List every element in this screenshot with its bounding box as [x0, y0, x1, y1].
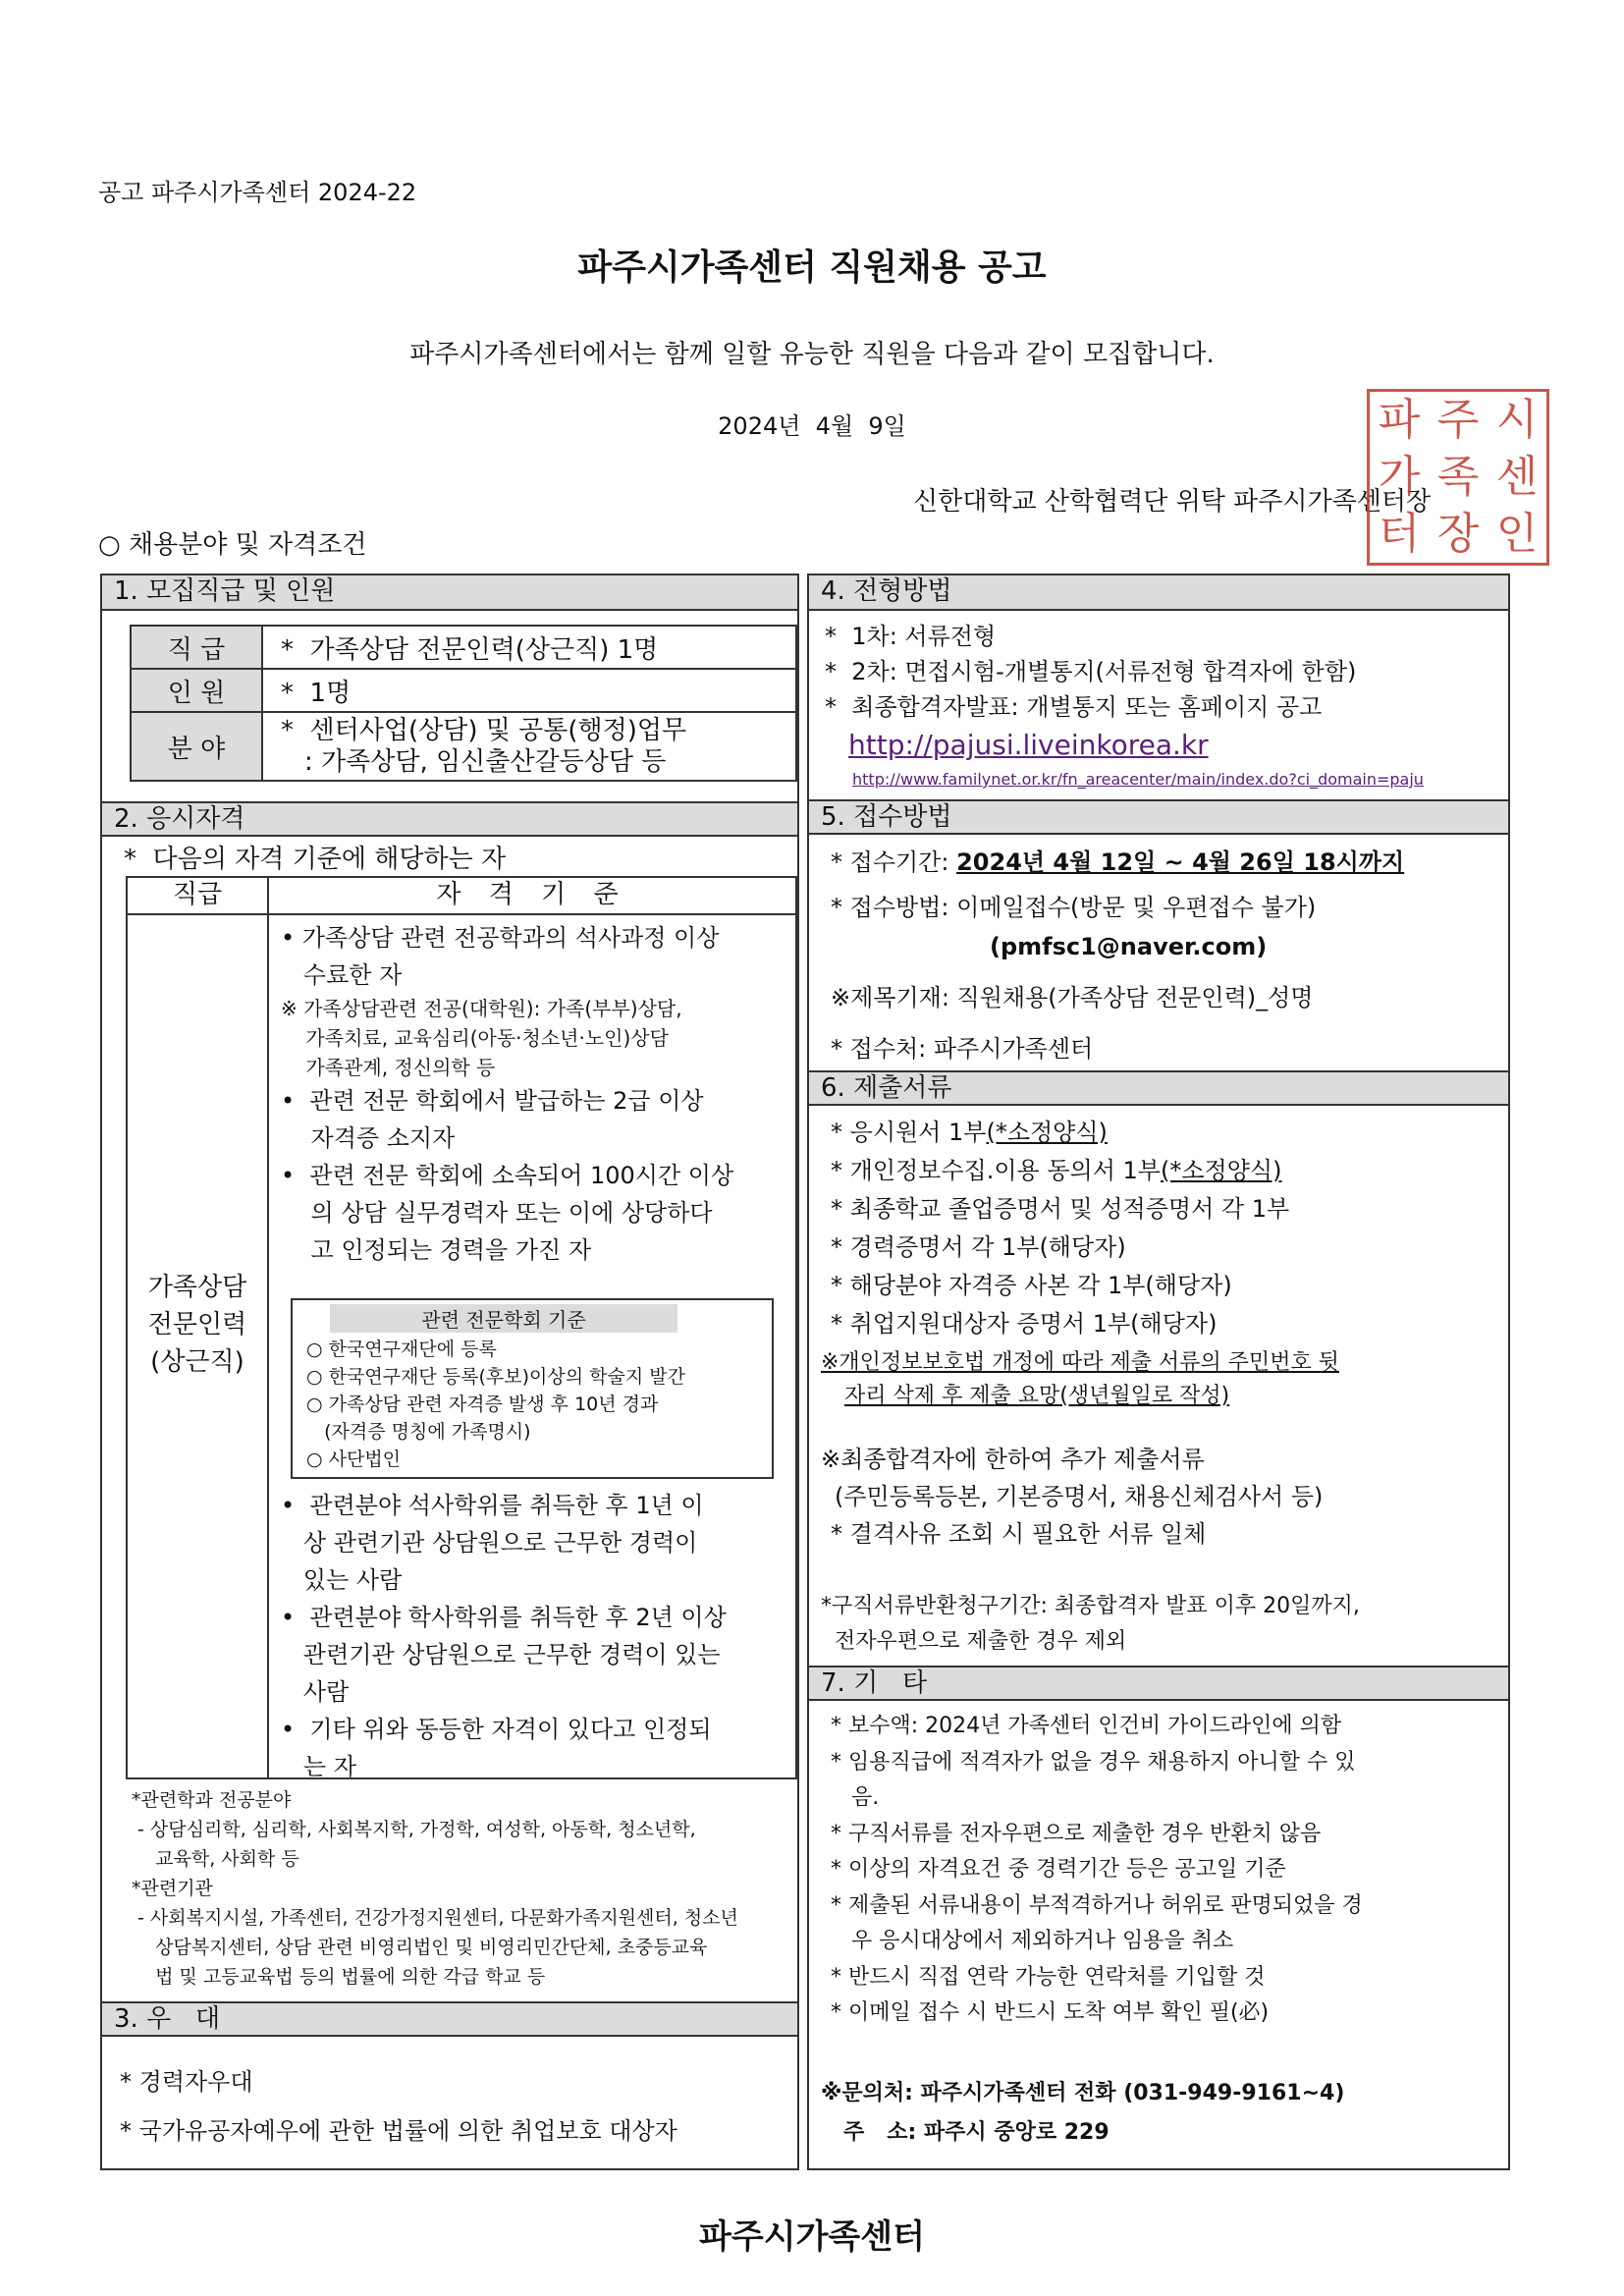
section-5-header: 5. 접수방법: [809, 799, 1508, 835]
documents-list: [831, 1114, 1289, 1343]
criteria-line: 있는 사람: [281, 1566, 403, 1594]
preference-item: * 국가유공자예우에 관한 법률에 의한 취업보호 대상자: [120, 2117, 677, 2145]
privacy-note: ※개인정보보호법 개정에 따라 제출 서류의 주민번호 뒷: [821, 1350, 1339, 1375]
headcount-value: * 1명: [262, 669, 796, 712]
note-line: 상담복지센터, 상담 관련 비영리법인 및 비영리민간단체, 초중등교육: [132, 1937, 708, 1958]
criteria-line: 상 관련기관 상담원으로 근무한 경력이: [281, 1529, 698, 1557]
criteria-line: • 관련분야 석사학위를 취득한 후 1년 이: [281, 1492, 704, 1519]
selection-list: [825, 619, 1356, 725]
col-criteria-header-text: 자 격 기 준: [436, 880, 628, 909]
job-title-line: 가족상담: [147, 1273, 247, 1302]
society-criteria-item: ○ 가족상담 관련 자격증 발생 후 10년 경과: [306, 1394, 659, 1415]
criteria-line: 의 상담 실무경력자 또는 이에 상당하다: [281, 1199, 713, 1227]
section-1-header: 1. 모집직급 및 인원: [102, 575, 797, 611]
document-item: [831, 1114, 1289, 1152]
criteria-line: 관련기관 상담원으로 근무한 경력이 있는: [281, 1641, 721, 1668]
col-criteria-header: [269, 878, 795, 915]
document-item-text: * 해당분야 자격증 사본 각 1부(해당자): [831, 1272, 1232, 1299]
application-place: * 접수처: 파주시가족센터: [831, 1035, 1094, 1063]
final-docs-note: ※최종합격자에 한하여 추가 제출서류: [821, 1446, 1205, 1473]
selection-item: * 최종합격자발표: 개별통지 또는 홈페이지 공고: [825, 693, 1323, 721]
right-column: [807, 574, 1510, 2170]
etc-item: * 이상의 자격요건 중 경력기간 등은 공고일 기준: [831, 1857, 1286, 1882]
stamp-char: 시: [1495, 395, 1539, 445]
etc-item: * 임용직급에 적격자가 없을 경우 채용하지 아니할 수 있: [831, 1749, 1356, 1775]
section-heading: ○ 채용분야 및 자격조건: [98, 530, 367, 560]
address-info: 주 소: 파주시 중앙로 229: [821, 2120, 1110, 2145]
contact-info: ※문의처: 파주시가족센터 전화 (031-949-9161~4): [821, 2081, 1345, 2105]
application-method: * 접수방법: 이메일접수(방문 및 우편접수 불가): [831, 894, 1317, 921]
section-7-header: 7. 기 타: [809, 1666, 1508, 1701]
document-item-note: (*소정양식): [986, 1119, 1108, 1146]
document-item: [831, 1267, 1289, 1305]
position-table: [130, 625, 797, 782]
stamp-char: 터: [1378, 509, 1421, 559]
official-seal-stamp: [1367, 389, 1549, 566]
criteria-line: 가족관계, 정신의학 등: [281, 1056, 496, 1079]
application-email[interactable]: (pmfsc1@naver.com): [990, 933, 1268, 960]
etc-item: 우 응시대상에서 제외하거나 임용을 취소: [831, 1929, 1234, 1953]
field-value: [262, 712, 796, 781]
privacy-note: 자리 삭제 후 제출 요망(생년월일로 작성): [844, 1384, 1230, 1408]
society-criteria-item: ○ 사단법인: [306, 1449, 402, 1470]
stamp-char: 장: [1436, 509, 1480, 559]
qualification-table: [126, 876, 797, 1779]
document-item-text: * 최종학교 졸업증명서 및 성적증명서 각 1부: [831, 1195, 1290, 1223]
stamp-char: 인: [1495, 509, 1539, 559]
job-title-line: (상근직): [150, 1347, 244, 1377]
return-note: 전자우편으로 제출한 경우 제외: [835, 1629, 1127, 1654]
left-column: [100, 574, 799, 2170]
document-item-text: * 경력증명서 각 1부(해당자): [831, 1233, 1126, 1261]
etc-item: 음.: [831, 1785, 880, 1810]
notice-number: 공고 파주시가족센터 2024-22: [98, 179, 417, 206]
page-title: 파주시가족센터 직원채용 공고: [577, 247, 1047, 288]
criteria-list-b: [281, 1487, 791, 1785]
homepage-link[interactable]: http://pajusi.liveinkorea.kr: [848, 729, 1209, 761]
col-job-header-text: 직급: [172, 880, 223, 909]
intro-text: 파주시가족센터에서는 함께 일할 유능한 직원을 다음과 같이 모집합니다.: [409, 340, 1215, 369]
field-value-line: : 가족상담, 임신출산갈등상담 등: [304, 747, 667, 777]
note-line: *관련기관: [132, 1878, 213, 1899]
document-item-text: * 개인정보수집.이용 동의서 1부: [831, 1157, 1161, 1184]
col-job-header: [128, 878, 269, 915]
related-notes: [132, 1785, 738, 1992]
field-value-line: * 센터사업(상담) 및 공통(행정)업무: [281, 716, 687, 745]
application-period-value: 2024년 4월 12일 ~ 4월 26일 18시까지: [956, 848, 1405, 876]
note-line: 법 및 고등교육법 등의 법률에 의한 각급 학교 등: [132, 1966, 546, 1988]
criteria-line: 사람: [281, 1678, 350, 1706]
position-label: 직 급: [131, 626, 262, 669]
note-line: 교육학, 사회학 등: [132, 1848, 299, 1870]
section-2-header: 2. 응시자격: [102, 801, 797, 837]
job-title-line: 전문인력: [147, 1310, 247, 1339]
field-label: 분 야: [131, 712, 262, 781]
document-item: [831, 1229, 1289, 1267]
criteria-line: • 가족상담 관련 전공학과의 석사과정 이상: [281, 924, 720, 952]
selection-item: * 2차: 면접시험-개별통지(서류전형 합격자에 한함): [825, 658, 1357, 685]
criteria-line: 자격증 소지자: [281, 1124, 456, 1152]
stamp-char: 주: [1436, 395, 1480, 445]
society-criteria-item: ○ 한국연구재단에 등록: [306, 1339, 497, 1360]
criteria-line: • 기타 위와 동등한 자격이 있다고 인정되: [281, 1716, 712, 1743]
position-value: * 가족상담 전문인력(상근직) 1명: [262, 626, 796, 669]
document-item-note: (*소정양식): [1161, 1157, 1282, 1184]
stamp-char: 센: [1495, 452, 1539, 502]
etc-item: * 보수액: 2024년 가족센터 인건비 가이드라인에 의함: [831, 1714, 1342, 1738]
criteria-line: • 관련 전문 학회에서 발급하는 2급 이상: [281, 1087, 704, 1115]
criteria-list-a: [281, 919, 791, 1269]
qualification-lead: * 다음의 자격 기준에 해당하는 자: [124, 845, 507, 874]
email-subject-rule: ※제목기재: 직원채용(가족상담 전문인력)_성명: [831, 984, 1314, 1011]
document-item: [831, 1152, 1289, 1190]
return-note: *구직서류반환청구기간: 최종합격자 발표 이후 20일까지,: [821, 1594, 1360, 1618]
criteria-line: 가족치료, 교육심리(아동·청소년·노인)상담: [281, 1026, 669, 1050]
document-item-text: * 취업지원대상자 증명서 1부(해당자): [831, 1310, 1218, 1338]
etc-item: * 반드시 직접 연락 가능한 연락처를 기입할 것: [831, 1964, 1266, 1990]
document-item: [831, 1305, 1289, 1343]
etc-item: * 구직서류를 전자우편으로 제출한 경우 반환치 않음: [831, 1821, 1322, 1846]
stamp-char: 파: [1378, 395, 1421, 445]
preference-item: * 경력자우대: [120, 2068, 253, 2096]
criteria-line: 는 자: [281, 1753, 356, 1780]
criteria-line: ※ 가족상담관련 전공(대학원): 가족(부부)상담,: [281, 997, 682, 1020]
society-criteria-item: ○ 한국연구재단 등록(후보)이상의 학술지 발간: [306, 1366, 685, 1388]
notice-date: 2024년 4월 9일: [718, 412, 906, 440]
note-line: - 사회복지시설, 가족센터, 건강가정지원센터, 다문화가족지원센터, 청소년: [132, 1907, 738, 1929]
final-docs-note: * 결격사유 조회 시 필요한 서류 일체: [831, 1520, 1207, 1548]
note-line: - 상담심리학, 심리학, 사회복지학, 가정학, 여성학, 아동학, 청소년학,: [132, 1819, 696, 1840]
stamp-char: 가: [1378, 452, 1421, 502]
application-period: [831, 843, 1404, 877]
familynet-link[interactable]: http://www.familynet.or.kr/fn_areacenter/main/index.do?ci_domain=paju: [852, 770, 1424, 789]
etc-item: * 이메일 접수 시 반드시 도착 여부 확인 필(必): [831, 2000, 1270, 2025]
etc-item: * 제출된 서류내용이 부적격하거나 허위로 판명되었을 경: [831, 1892, 1363, 1918]
document-item: [831, 1190, 1289, 1229]
document-item-text: * 응시원서 1부: [831, 1119, 987, 1146]
section-3-header: 3. 우 대: [102, 2001, 797, 2037]
stamp-char: 족: [1436, 452, 1480, 502]
selection-item: * 1차: 서류전형: [825, 623, 997, 650]
society-criteria-title: 관련 전문학회 기준: [330, 1304, 677, 1333]
headcount-label: 인 원: [131, 669, 262, 712]
criteria-line: 고 인정되는 경력을 가진 자: [281, 1236, 592, 1264]
criteria-line: 수료한 자: [281, 961, 403, 989]
job-title: [128, 1269, 267, 1381]
section-6-header: 6. 제출서류: [809, 1070, 1508, 1106]
section-4-header: 4. 전형방법: [809, 575, 1508, 611]
criteria-line: • 관련분야 학사학위를 취득한 후 2년 이상: [281, 1604, 727, 1631]
footer-org-name: 파주시가족센터: [699, 2217, 925, 2257]
issuer: 신한대학교 산학협력단 위탁 파주시가족센터장: [913, 487, 1432, 517]
society-criteria-list: [306, 1336, 685, 1473]
application-period-label: * 접수기간:: [831, 848, 957, 876]
note-line: *관련학과 전공분야: [132, 1789, 292, 1811]
final-docs-note: (주민등록등본, 기본증명서, 채용신체검사서 등): [835, 1483, 1324, 1510]
society-criteria-box: [291, 1298, 774, 1479]
criteria-line: • 관련 전문 학회에 소속되어 100시간 이상: [281, 1162, 734, 1189]
column-divider: [267, 913, 269, 1777]
society-criteria-item: (자격증 명칭에 가족명시): [306, 1421, 531, 1443]
etc-list: [831, 1709, 1363, 2032]
